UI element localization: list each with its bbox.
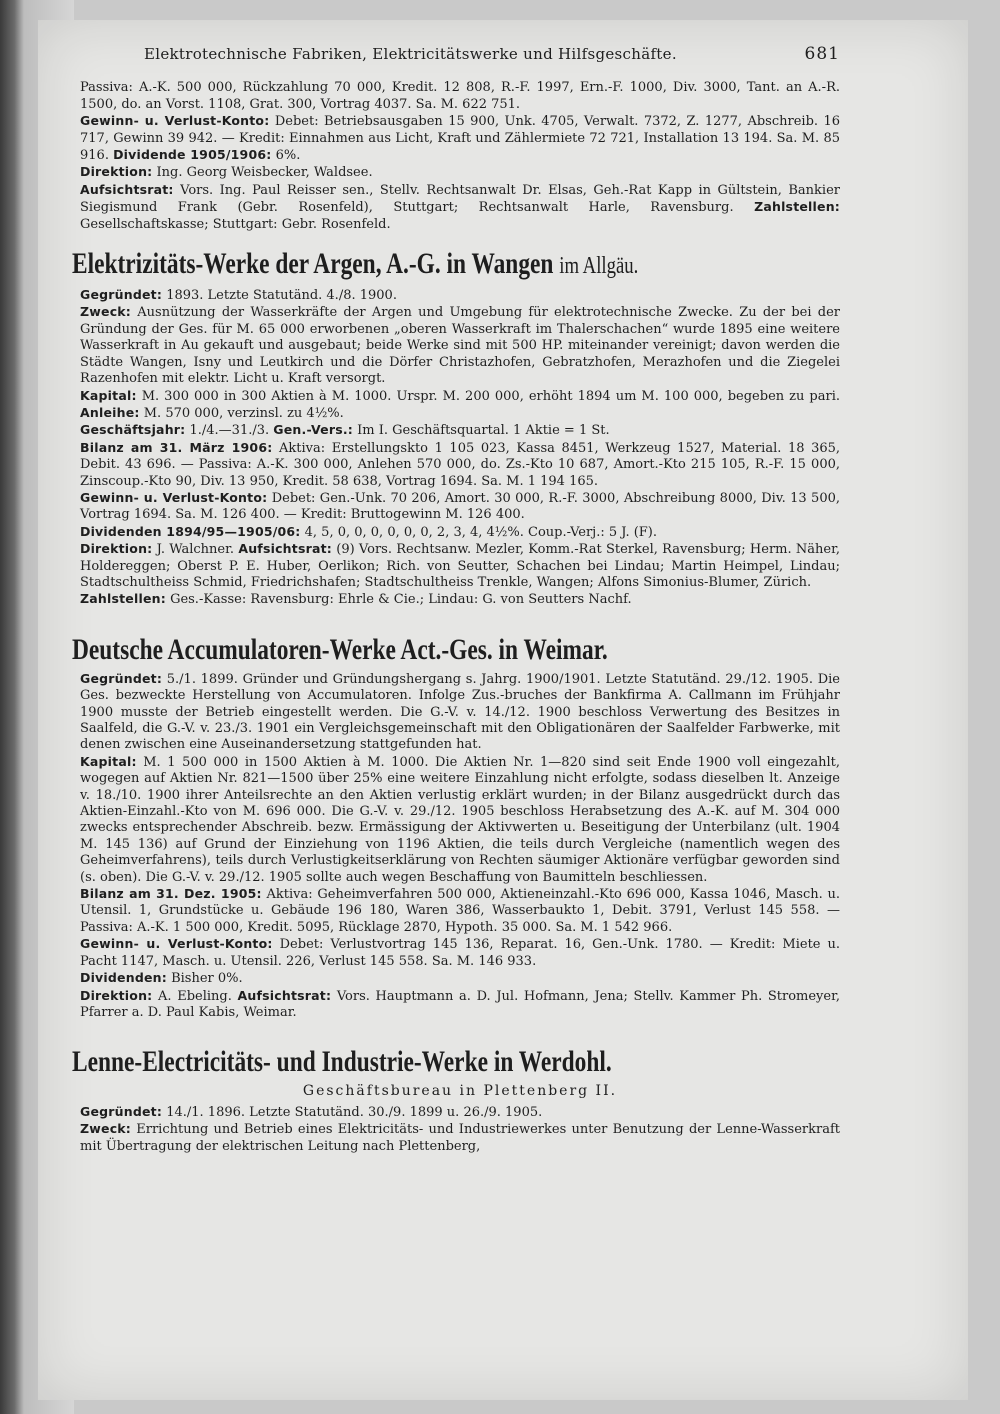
bilanz-paragraph xyxy=(80,886,840,936)
entry-previous-continuation xyxy=(80,80,840,233)
direktion-text: Ing. Georg Weisbecker, Waldsee. xyxy=(156,165,373,181)
gewinn-text: Debet: Gen.-Unk. 70 206, Amort. 30 000, R.-F. 3000, Abschreibung 8000, Div. 13 500, Vortrag 1694. Sa. M. 126 400. — Kredit: Bruttogewinn M. 126 400. xyxy=(80,490,840,523)
kapital-paragraph xyxy=(80,754,840,886)
entry-accumulatoren xyxy=(72,632,841,1022)
kapital-paragraph xyxy=(80,388,840,423)
bilanz-label: Bilanz am 31. März 1906: xyxy=(80,439,273,455)
geschaeftsjahr-label: Geschäftsjahr: xyxy=(80,422,186,438)
dividende-value: 6%. xyxy=(275,148,301,164)
anleihe-label: Anleihe: xyxy=(80,404,140,420)
kapital-text: M. 1 500 000 in 1500 Aktien à M. 1000. Die Aktien Nr. 1—820 sind seit Ende 1900 voll eingezahlt, wogegen auf Aktien Nr. 821—1500 über 25% eine weitere Einzahlung nicht erfolgte, sodass dieselben lt. Anzeige v. 18./10. 1900 ihrer Anteilsrechte an den Aktien verlustig erklärt wurden; in der Bilanz ausgedrückt durch das Aktien-Einzahl.-Kto von M. 696 000. Die G.-V. v. 29./12. 1905 beschloss Herabsetzung des A.-K. auf M. 304 000 zwecks entsprechender Abschreib. bezw. Ermässigung der Aktivwerten u. Beseitigung der Unterbilanz (ult. 1904 M. 145 136) auf Grund der Einziehung von 1196 Aktien, die teils durch Vergleiche (namentlich wegen des Geheimverfahrens), teils durch Verlustigkeitserklärung von Rechten säumiger Aktionäre verfügbar geworden sind (s. oben). Die G.-V. v. 29./12. 1905 sollte auch wegen Beschaffung von Baumitteln beschliessen. xyxy=(80,754,840,885)
section-gap xyxy=(80,1021,840,1031)
gewinn-text: Debet: Betriebsausgaben 15 900, Unk. 4705, Verwalt. 7372, Z. 1277, Abschreib. 16 717, Gewinn 39 942. — Kredit: Einnahmen aus Licht, Kraft und Zählermiete 72 721, Installation 13 194. Sa. M. 85 916. xyxy=(80,114,840,164)
anleihe-text: M. 570 000, verzinsl. zu 4½%. xyxy=(143,405,344,421)
zweck-text: Errichtung und Betrieb eines Elektricitäts- und Industriewerkes unter Benutzung der Lenne-Wasserkraft mit Übertragung der elektrischen Leitung nach Plettenberg, xyxy=(80,1122,840,1154)
zweck-text: Ausnützung der Wasserkräfte der Argen und Umgebung für elektrotechnische Zwecke. Zu der bei der Gründung der Ges. für M. 65 000 erworbenen „oberen Wasserkraft im Thalerschachen“ wurde 1895 eine weitere Wasserkraft in Au gekauft und ausgebaut; beide Werke sind mit 500 HP. miteinander vereinigt; davon werden die Städte Wangen, Isny und Leutkirch und die Dörfer Christazhofen, Gebratzhofen, Merazhofen und die Ziegelei Razenhofen mit elektr. Licht u. Kraft versorgt. xyxy=(80,305,841,387)
gegruendet-text: 1893. Letzte Statutänd. 4./8. 1900. xyxy=(166,288,397,304)
page-content xyxy=(72,44,841,1396)
geschaeftsjahr-paragraph xyxy=(80,422,840,439)
gegruendet-text: 14./1. 1896. Letzte Statutänd. 30./9. 1899 u. 26./9. 1905. xyxy=(166,1104,543,1120)
direktion-label: Direktion: xyxy=(80,164,153,180)
gewinn-text: Debet: Verlustvortrag 145 136, Reparat. 16, Gen.-Unk. 1780. — Kredit: Miete u. Pacht 1147, Masch. u. Utensil. 226, Verlust 145 558. Sa. M. 146 933. xyxy=(80,937,841,969)
aufsichtsrat-text: Vors. Hauptmann a. D. Jul. Hofmann, Jena; Stellv. Kammer Ph. Stromeyer, Pfarrer a. D. Paul Kabis, Weimar. xyxy=(80,988,841,1020)
zweck-label: Zweck: xyxy=(80,304,132,320)
gegruendet-label: Gegründet: xyxy=(80,287,163,303)
aufsichtsrat-paragraph xyxy=(80,182,840,233)
zahlstellen-label: Zahlstellen: xyxy=(754,199,840,215)
zweck-paragraph xyxy=(80,304,840,387)
aufsichtsrat-label: Aufsichtsrat: xyxy=(80,181,174,197)
genvers-text: Im I. Geschäftsquartal. 1 Aktie = 1 St. xyxy=(357,423,610,439)
dividenden-label: Dividenden 1894/95—1905/06: xyxy=(80,523,301,539)
zahlstellen-paragraph xyxy=(80,591,840,608)
direktion-text: J. Walchner. xyxy=(156,542,235,558)
company-title-lenne: Lenne-Electricitäts- und Industrie-Werke in Werdohl. xyxy=(72,1045,612,1079)
passiva-text: Passiva: A.-K. 500 000, Rückzahlung 70 000, Kredit. 12 808, R.-F. 1997, Ern.-F. 1000, Div. 3000, Tant. an A.-R. 1500, do. an Vorst. 1108, Grat. 300, Vortrag 4037. Sa. M. 622 751. xyxy=(80,80,840,112)
aufsichtsrat-text: (9) Vors. Rechtsanw. Mezler, Komm.-Rat Sterkel, Ravensburg; Herm. Näher, Holdereggen; Oberst P. E. Huber, Oerlikon; Rich. von Seutter, Schachen bei Lindau; Martin Heimpel, Lindau; Stadtschultheiss Schmid, Friedrichshafen; Stadtschultheiss Trenkle, Wangen; Alfons Simonius-Blumer, Zürich. xyxy=(80,542,841,590)
gewinn-verlust-paragraph xyxy=(80,490,840,524)
zahlstellen-text: Gesellschaftskasse; Stuttgart: Gebr. Rosenfeld. xyxy=(80,216,391,232)
dividenden-text: Bisher 0%. xyxy=(171,971,243,987)
zahlstellen-label: Zahlstellen: xyxy=(80,591,166,607)
company-title-small: im Allgäu. xyxy=(559,253,639,280)
dividenden-text: 4, 5, 0, 0, 0, 0, 0, 0, 2, 3, 4, 4½%. Coup.-Verj.: 5 J. (F). xyxy=(304,524,658,540)
gegruendet-text: 5./1. 1899. Gründer und Gründungshergang s. Jahrg. 1900/1901. Letzte Statutänd. 29./12. 1905. Die Ges. bezweckte Herstellung von Accumulatoren. Infolge Zus.-bruches der Bankfirma A. Callmann im Frühjahr 1900 musste der Betrieb eingestellt werden. Die G.-V. v. 14./12. 1900 beschloss Verwertung des Besitzes in Saalfeld, die G.-V. v. 23./3. 1901 ein Vergleichsgemeinschaft mit den Obligationären der Saalfelder Farbwerke, mit denen zwischen eine Auseinandersetzung stattgefunden hat. xyxy=(80,671,840,753)
running-header xyxy=(80,46,840,62)
gewinn-verlust-paragraph xyxy=(80,936,840,970)
bilanz-label: Bilanz am 31. Dez. 1905: xyxy=(80,886,262,902)
aufsichtsrat-label: Aufsichtsrat: xyxy=(238,541,332,557)
direktion-text: A. Ebeling. xyxy=(158,988,232,1004)
gegruendet-paragraph xyxy=(80,1104,840,1121)
gewinn-label: Gewinn- u. Verlust-Konto: xyxy=(80,489,268,505)
kapital-text: M. 300 000 in 300 Aktien à M. 1000. Urspr. M. 200 000, erhöht 1894 um M. 100 000, begeben zu pari. xyxy=(141,388,840,404)
header-title: Elektrotechnische Fabriken, Elektricitätswerke und Hilfsgeschäfte. xyxy=(144,45,677,63)
geschaeftsjahr-text: 1./4.—31./3. xyxy=(189,423,270,439)
dividenden-paragraph xyxy=(80,524,840,541)
company-title-accumulatoren: Deutsche Accumulatoren-Werke Act.-Ges. in Weimar. xyxy=(72,632,608,666)
direktion-label: Direktion: xyxy=(80,987,153,1003)
company-subtitle: Geschäftsbureau in Plettenberg II. xyxy=(302,1083,618,1100)
genvers-label: Gen.-Vers.: xyxy=(273,422,353,438)
gewinn-label: Gewinn- u. Verlust-Konto: xyxy=(80,936,273,952)
dividenden-paragraph xyxy=(80,970,840,987)
dividenden-label: Dividenden: xyxy=(80,970,167,986)
dividende-label: Dividende 1905/1906: xyxy=(113,147,272,163)
bilanz-text: Aktiva: Erstellungskto 1 105 023, Kassa 8451, Werkzeug 1527, Material. 18 365, Debit. 43 696. — Passiva: A.-K. 300 000, Anlehen 570 000, do. Zs.-Kto 10 687, Amort.-Kto 215 105, R.-F. 15 000, Zinscoup.-Kto 90, Div. 13 950, Kredit. 58 638, Vortrag 1694. Sa. M. 1 194 165. xyxy=(80,440,841,489)
company-title-main: Elektrizitäts-Werke der Argen, A.-G. in Wangen xyxy=(72,247,554,281)
entry-argen xyxy=(72,247,841,609)
kapital-label: Kapital: xyxy=(80,387,137,403)
gegruendet-paragraph xyxy=(80,671,840,754)
aufsichtsrat-text: Vors. Ing. Paul Reisser sen., Stellv. Rechtsanwalt Dr. Elsas, Geh.-Rat Kapp in Gültstein, Bankier Siegismund Frank (Gebr. Rosenfeld), Stuttgart; Rechtsanwalt Harle, Ravensburg. xyxy=(80,182,840,216)
entry-lenne xyxy=(72,1045,840,1155)
gewinn-verlust-paragraph xyxy=(80,113,840,164)
bilanz-paragraph xyxy=(80,440,840,490)
gegruendet-label: Gegründet: xyxy=(80,670,163,686)
gewinn-label: Gewinn- u. Verlust-Konto: xyxy=(80,113,270,129)
aufsichtsrat-label: Aufsichtsrat: xyxy=(237,987,332,1003)
zweck-paragraph xyxy=(80,1121,840,1155)
company-title-argen xyxy=(72,247,671,283)
zahlstellen-text: Ges.-Kasse: Ravensburg: Ehrle & Cie.; Lindau: G. von Seutters Nachf. xyxy=(170,592,632,608)
kapital-label: Kapital: xyxy=(80,753,137,769)
section-gap xyxy=(80,609,840,619)
bilanz-text: Aktiva: Geheimverfahren 500 000, Aktieneinzahl.-Kto 696 000, Kassa 1046, Masch. u. Utensil. 1, Grundstücke u. Gebäude 196 180, Waren 386, Wasserbaukto 1, Debit. 3791, Verlust 145 558. — Passiva: A.-K. 1 500 000, Kredit. 5095, Rücklage 2870, Hypoth. 35 000. Sa. M. 1 542 966. xyxy=(80,887,840,935)
zweck-label: Zweck: xyxy=(80,1121,132,1137)
direktion-paragraph xyxy=(80,541,840,591)
direktion-paragraph xyxy=(80,988,840,1022)
gegruendet-paragraph xyxy=(80,287,840,304)
gegruendet-label: Gegründet: xyxy=(80,1103,163,1119)
direktion-paragraph xyxy=(80,164,840,181)
direktion-label: Direktion: xyxy=(80,541,153,557)
page-number: 681 xyxy=(804,44,840,64)
book-spine-shadow xyxy=(0,0,24,1414)
